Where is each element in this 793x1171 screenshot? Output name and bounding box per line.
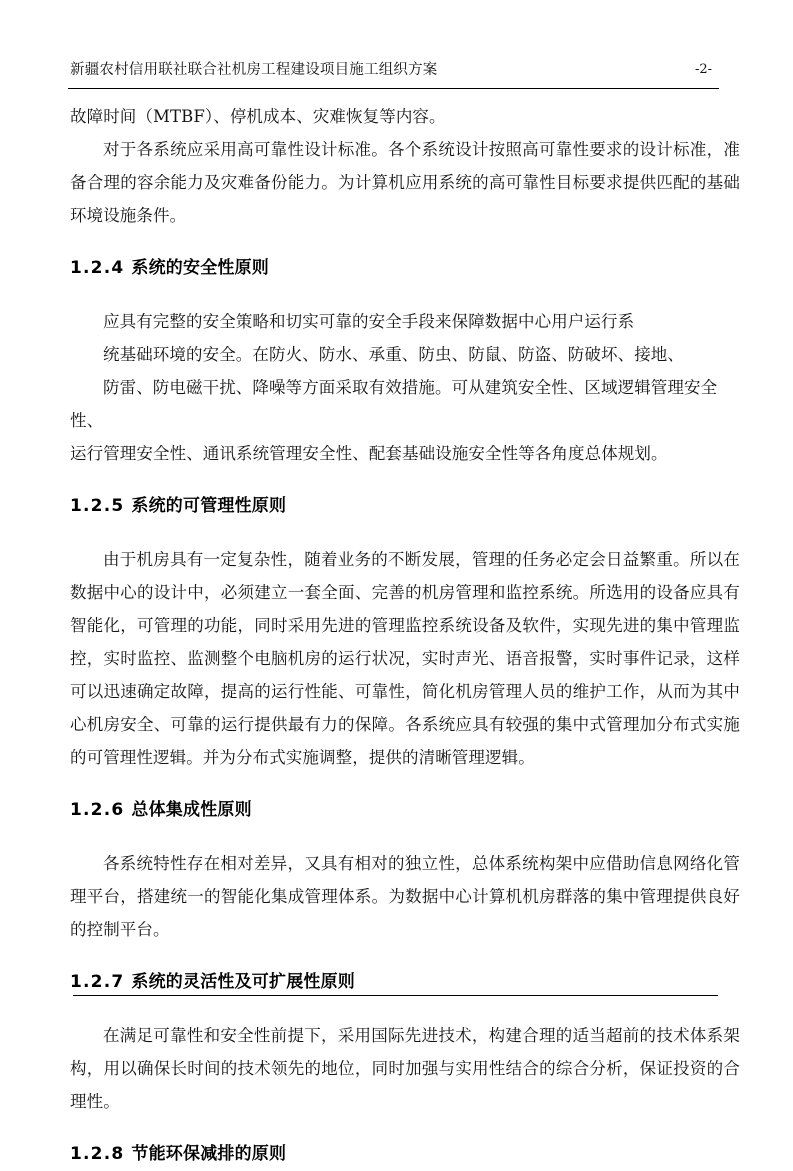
spacer	[70, 470, 740, 490]
section-number-128: 1.2.8	[70, 1144, 125, 1164]
spacer	[70, 1118, 740, 1138]
spacer	[70, 285, 740, 305]
paragraph-flexibility: 在满足可靠性和安全性前提下，采用国际先进技术，构建合理的适当超前的技术体系架构，用以确保长时间的技术领先的地位，同时加强与实用性结合的综合分析，保证投资的合理性。	[70, 1026, 740, 1111]
paragraph-security-line-1: 应具有完整的安全策略和切实可靠的安全手段来保障数据中心用户运行系	[103, 312, 635, 331]
spacer	[70, 946, 740, 966]
spacer	[70, 827, 740, 847]
section-title-125: 系统的可管理性原则	[131, 496, 287, 516]
section-number-124: 1.2.4	[70, 258, 125, 278]
section-heading-124	[70, 252, 740, 285]
paragraph-mtbf: 故障时间（MTBF）、停机成本、灾难恢复等内容。	[70, 107, 446, 126]
page-number: -2-	[694, 62, 712, 77]
section-title-127: 系统的灵活性及可扩展性原则	[131, 972, 356, 992]
page-header	[70, 60, 718, 90]
spacer	[70, 523, 740, 543]
section-number-125: 1.2.5	[70, 496, 125, 516]
spacer	[70, 774, 740, 794]
section-number-127: 1.2.7	[70, 972, 125, 992]
section-number-126: 1.2.6	[70, 800, 125, 820]
spacer	[70, 232, 740, 252]
document-body	[70, 100, 740, 1171]
section-title-126: 总体集成性原则	[131, 800, 252, 820]
paragraph-security-line-3: 防雷、防电磁干扰、降噪等方面采取有效措施。可从建筑安全性、区域逻辑管理安全性、	[70, 378, 718, 430]
paragraph-manageability: 由于机房具有一定复杂性，随着业务的不断发展，管理的任务必定会日益繁重。所以在数据中心的设计中，必须建立一套全面、完善的机房管理和监控系统。所选用的设备应具有智能化，可管理的功能，同时采用先进的管理监控系统设备及软件，实现先进的集中管理监控，实时监控、监测整个电脑机房的运行状况，实时声光、语音报警，实时事件记录，这样可以迅速确定故障，提高的运行性能、可靠性，简化机房管理人员的维护工作，从而为其中心机房安全、可靠的运行提供最有力的保障。各系统应具有较强的集中式管理加分布式实施的可管理性逻辑。并为分布式实施调整，提供的清晰管理逻辑。	[70, 550, 740, 767]
header-title: 新疆农村信用联社联合社机房工程建设项目施工组织方案	[70, 62, 438, 78]
header-divider	[68, 88, 719, 89]
section-heading-126	[70, 794, 740, 827]
section-heading-128	[70, 1138, 740, 1171]
section-title-124: 系统的安全性原则	[131, 258, 270, 278]
footer-divider	[73, 995, 718, 996]
section-heading-125	[70, 490, 740, 523]
paragraph-security-line-2: 统基础环境的安全。在防火、防水、承重、防虫、防鼠、防盗、防破坏、接地、	[103, 345, 684, 364]
paragraph-reliability: 对于各系统应采用高可靠性设计标准。各个系统设计按照高可靠性要求的设计标准，准备合理的容余能力及灾难备份能力。为计算机应用系统的高可靠性目标要求提供匹配的基础环境设施条件。	[70, 140, 740, 225]
spacer	[70, 999, 740, 1019]
section-title-128: 节能环保减排的原则	[131, 1144, 287, 1164]
paragraph-security-tail: 运行管理安全性、通讯系统管理安全性、配套基础设施安全性等各角度总体规划。	[70, 444, 668, 463]
paragraph-integration: 各系统特性存在相对差异，又具有相对的独立性，总体系统构架中应借助信息网络化管理平台，搭建统一的智能化集成管理体系。为数据中心计算机机房群落的集中管理提供良好的控制平台。	[70, 854, 740, 939]
